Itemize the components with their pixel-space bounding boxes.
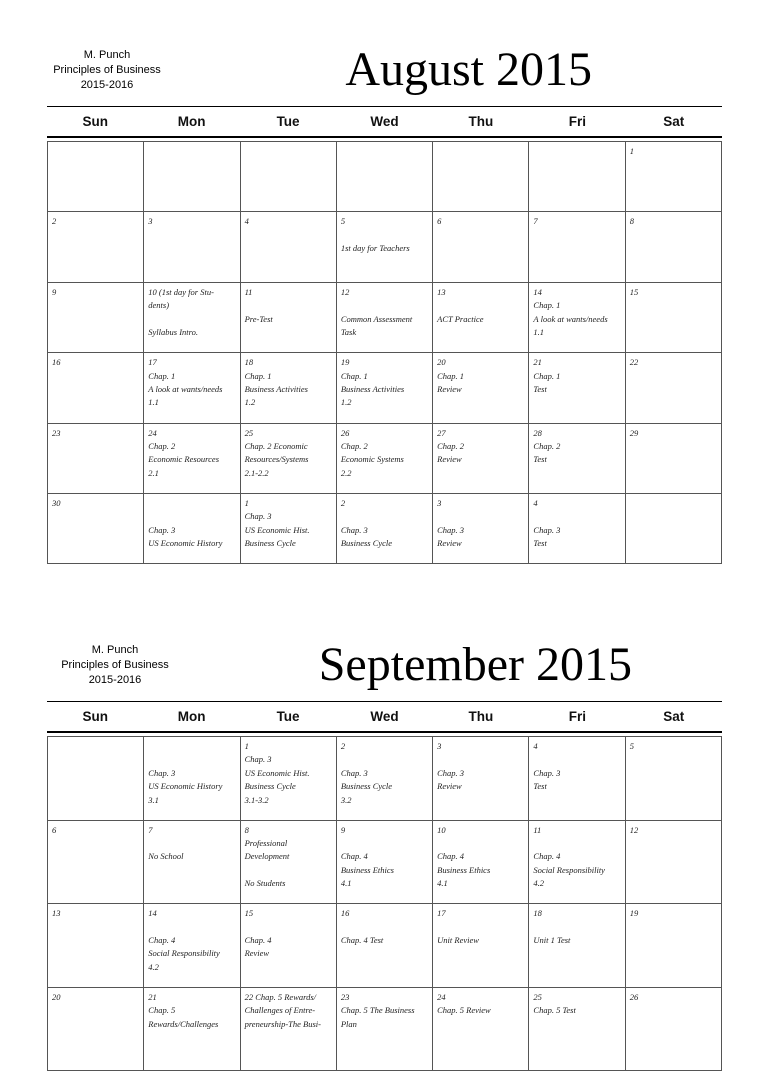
day-entry: Chap. 3 xyxy=(340,524,368,535)
day-cell xyxy=(529,142,625,212)
weekday-header xyxy=(47,702,722,731)
day-cell xyxy=(144,424,240,494)
day-entry xyxy=(437,753,524,766)
day-number: 1 xyxy=(629,146,634,156)
day-entry: Rewards/Challenges xyxy=(148,1018,219,1029)
day-number: 17 xyxy=(148,357,157,368)
day-cell xyxy=(626,424,722,494)
day-entry: 2.2 xyxy=(340,467,352,478)
day-cell xyxy=(337,424,433,494)
day-entry: Chap. 3 xyxy=(148,524,176,535)
weekday-label: Sat xyxy=(663,114,685,129)
day-entry: Business Cycle xyxy=(340,781,393,792)
day-entry xyxy=(437,837,524,850)
day-cell xyxy=(241,737,337,821)
day-cell xyxy=(241,212,337,282)
day-cell xyxy=(529,904,625,988)
day-entry: 3.1 xyxy=(148,794,159,805)
day-number: 11 xyxy=(533,824,542,835)
day-entry: Challenges of Entre- xyxy=(244,1005,316,1016)
day-cell xyxy=(626,988,722,1071)
day-entry xyxy=(148,921,235,934)
day-entry: Review xyxy=(437,538,462,549)
weekday-label: Sun xyxy=(82,709,108,724)
day-cell xyxy=(337,988,433,1071)
day-number: 21 xyxy=(148,991,157,1002)
weekday-label: Sun xyxy=(82,114,108,129)
day-cell xyxy=(144,737,240,821)
teacher-info xyxy=(50,643,180,688)
day-cell xyxy=(144,821,240,905)
day-cell xyxy=(144,988,240,1071)
day-number: 26 xyxy=(629,991,639,1002)
day-number: 9 xyxy=(340,824,346,835)
day-number: 18 xyxy=(533,908,542,919)
day-number: 6 xyxy=(52,824,57,835)
day-number: 4 xyxy=(533,497,538,508)
day-entry: Chap. 3 xyxy=(244,511,272,522)
day-cell xyxy=(337,283,433,353)
weekday-header xyxy=(47,107,722,136)
day-cell xyxy=(48,283,144,353)
day-number: 19 xyxy=(629,908,639,919)
day-entry xyxy=(245,921,332,934)
day-cell xyxy=(48,353,144,423)
weekday-label: Wed xyxy=(370,709,399,724)
day-cell xyxy=(241,283,337,353)
day-entry xyxy=(533,921,620,934)
day-number: 22 xyxy=(629,357,639,368)
day-cell xyxy=(337,142,433,212)
weekday-label: Thu xyxy=(468,114,494,129)
day-cell xyxy=(48,988,144,1071)
day-entry: Review xyxy=(244,948,270,959)
day-entry: Chap. 3 xyxy=(148,767,176,778)
day-number: 19 xyxy=(340,357,350,368)
day-cell xyxy=(144,212,240,282)
day-cell xyxy=(48,424,144,494)
day-entry: Chap. 2 xyxy=(340,440,368,451)
weekday-label: Fri xyxy=(568,709,586,724)
course-name: Principles of Business xyxy=(53,64,161,76)
day-number: 25 xyxy=(244,427,254,438)
day-entry: Chap. 3 xyxy=(437,524,465,535)
day-entry: Resources/Systems xyxy=(244,454,309,465)
day-cell xyxy=(626,283,722,353)
day-number: 4 xyxy=(244,216,249,227)
day-number: 15 xyxy=(629,286,639,297)
day-entry: preneurship-The Busi- xyxy=(244,1018,321,1029)
day-entry xyxy=(437,921,524,934)
day-entry: dents) xyxy=(148,300,170,311)
weekday-rule xyxy=(47,136,722,138)
day-entry: 2.1-2.2 xyxy=(244,467,269,478)
day-cell xyxy=(529,821,625,905)
day-cell xyxy=(48,494,144,564)
day-cell xyxy=(241,424,337,494)
day-entry: A look at wants/needs xyxy=(148,383,223,394)
day-cell xyxy=(337,353,433,423)
weekday-rule xyxy=(47,731,722,733)
day-cell xyxy=(48,212,144,282)
day-entry: US Economic History xyxy=(148,538,223,549)
day-entry: Chap. 1 xyxy=(148,370,176,381)
day-cell xyxy=(337,904,433,988)
day-cell xyxy=(433,283,529,353)
day-number: 29 xyxy=(629,427,639,438)
day-cell xyxy=(144,142,240,212)
day-number: 10 xyxy=(437,824,446,835)
day-entry: Economic Resources xyxy=(148,454,220,465)
day-cell xyxy=(337,737,433,821)
day-number: 13 xyxy=(52,908,61,919)
day-entry: 4.1 xyxy=(437,878,448,889)
day-entry: No School xyxy=(148,851,184,862)
day-cell xyxy=(337,821,433,905)
day-entry: Chap. 4 xyxy=(244,934,272,945)
day-number: 16 xyxy=(340,908,350,919)
day-entry: Unit Review xyxy=(437,934,479,945)
day-entry: Test xyxy=(533,383,547,394)
day-entry: Task xyxy=(340,326,357,337)
day-entry: Review xyxy=(437,383,462,394)
month-title: August 2015 xyxy=(345,43,592,96)
day-cell xyxy=(433,494,529,564)
day-entry: No Students xyxy=(244,878,286,889)
day-entry xyxy=(533,837,620,850)
day-number: 16 xyxy=(52,357,61,368)
day-number: 5 xyxy=(340,216,346,227)
day-entry: Syllabus Intro. xyxy=(148,326,199,337)
day-entry xyxy=(437,299,524,312)
day-entry: 4.2 xyxy=(148,961,159,972)
day-cell xyxy=(241,821,337,905)
day-number: 2 xyxy=(340,741,346,751)
day-grid xyxy=(47,141,722,564)
day-number: 23 xyxy=(52,427,61,438)
day-cell xyxy=(529,988,625,1071)
day-number: 30 xyxy=(52,497,61,508)
day-cell xyxy=(626,737,722,821)
day-entry: Business Cycle xyxy=(340,538,393,549)
day-entry: Chap. 4 xyxy=(437,851,465,862)
day-entry: Chap. 3 xyxy=(244,754,272,765)
day-number: 3 xyxy=(437,741,442,751)
day-cell xyxy=(433,988,529,1071)
month-title: September 2015 xyxy=(318,638,632,691)
day-number: 6 xyxy=(437,216,442,227)
day-entry: US Economic Hist. xyxy=(244,524,310,535)
weekday-label: Fri xyxy=(568,114,586,129)
calendar-header xyxy=(47,40,722,106)
day-cell xyxy=(433,737,529,821)
day-cell xyxy=(529,212,625,282)
day-entry: US Economic History xyxy=(148,781,223,792)
day-number: 28 xyxy=(533,427,542,438)
day-entry xyxy=(148,837,235,850)
day-entry: 2.1 xyxy=(148,467,159,478)
day-entry: Chap. 1 xyxy=(244,370,272,381)
day-number: 3 xyxy=(148,216,153,227)
day-cell xyxy=(529,353,625,423)
day-entry: Chap. 5 Review xyxy=(437,1005,491,1016)
day-number: 22 Chap. 5 Rewards/ xyxy=(244,991,317,1002)
day-entry: 1.1 xyxy=(533,327,545,337)
day-cell xyxy=(626,821,722,905)
day-entry xyxy=(437,510,524,523)
day-cell xyxy=(626,353,722,423)
day-entry: Business Cycle xyxy=(244,781,296,792)
day-entry xyxy=(245,864,332,877)
weekday-label: Sat xyxy=(663,709,685,724)
day-entry: Chap. 4 xyxy=(533,851,561,862)
day-number: 20 xyxy=(437,357,446,368)
day-number: 10 (1st day for Stu- xyxy=(148,286,214,297)
day-cell xyxy=(48,142,144,212)
day-entry: Pre-Test xyxy=(244,313,273,324)
day-number: 17 xyxy=(437,908,446,919)
day-entry: 3.2 xyxy=(340,794,352,805)
day-cell xyxy=(144,904,240,988)
day-number: 14 xyxy=(533,286,542,297)
day-entry xyxy=(341,753,428,766)
day-cell xyxy=(529,737,625,821)
day-entry: US Economic Hist. xyxy=(244,767,310,778)
day-entry: Chap. 1 xyxy=(437,370,465,381)
day-entry: Social Responsibility xyxy=(148,948,220,959)
day-entry xyxy=(341,921,428,934)
day-number: 8 xyxy=(244,824,249,835)
day-entry: Chap. 1 xyxy=(533,370,561,381)
day-number: 7 xyxy=(148,824,153,835)
day-cell xyxy=(433,212,529,282)
day-number: 7 xyxy=(533,216,538,227)
day-entry: Chap. 3 xyxy=(533,767,561,778)
weekday-label: Wed xyxy=(370,114,399,129)
day-cell xyxy=(241,904,337,988)
day-number: 12 xyxy=(340,286,350,297)
day-entry: ACT Practice xyxy=(437,313,484,324)
day-entry: Plan xyxy=(340,1018,357,1029)
day-cell xyxy=(241,142,337,212)
day-entry xyxy=(341,510,428,523)
day-number: 2 xyxy=(340,497,346,508)
day-entry: Business Ethics xyxy=(340,864,394,875)
day-cell xyxy=(241,353,337,423)
day-number: 23 xyxy=(340,991,350,1002)
day-number: 21 xyxy=(533,357,542,368)
day-entry: 4.2 xyxy=(533,878,545,889)
day-cell xyxy=(241,988,337,1071)
school-year: 2015-2016 xyxy=(88,674,142,686)
day-entry: 3.1-3.2 xyxy=(244,794,269,805)
day-entry: Chap. 5 xyxy=(148,1005,176,1016)
day-entry xyxy=(148,753,235,766)
course-name: Principles of Business xyxy=(61,659,169,671)
day-number: 24 xyxy=(437,991,446,1002)
day-cell xyxy=(433,353,529,423)
teacher-name: M. Punch xyxy=(91,644,139,656)
day-entry xyxy=(533,753,620,766)
weekday-label: Tue xyxy=(276,114,300,129)
day-number: 24 xyxy=(148,427,157,438)
day-entry: Professional xyxy=(244,838,288,848)
day-entry: A look at wants/needs xyxy=(533,313,608,324)
day-entry: Chap. 1 xyxy=(533,300,561,311)
day-entry: 4.1 xyxy=(340,878,352,889)
day-number: 12 xyxy=(629,824,639,835)
day-entry: Business Cycle xyxy=(244,538,296,549)
day-number: 27 xyxy=(437,427,446,438)
day-entry: Chap. 2 xyxy=(437,440,465,451)
day-cell xyxy=(241,494,337,564)
day-entry xyxy=(245,299,332,312)
day-number: 20 xyxy=(52,991,61,1002)
day-number: 14 xyxy=(148,908,157,919)
day-entry: Review xyxy=(437,781,462,792)
day-number: 18 xyxy=(244,357,254,368)
day-entry xyxy=(148,510,235,523)
day-cell xyxy=(626,494,722,564)
day-number: 1 xyxy=(244,741,249,751)
day-number: 15 xyxy=(244,908,254,919)
september-calendar xyxy=(47,635,722,1071)
day-entry: Business Activities xyxy=(340,383,405,394)
day-entry: Common Assessment xyxy=(340,313,413,324)
day-entry: Chap. 3 xyxy=(340,767,368,778)
day-entry: Business Activities xyxy=(244,383,308,394)
day-entry xyxy=(341,229,428,242)
weekday-label: Thu xyxy=(468,709,494,724)
day-entry: Business Ethics xyxy=(437,864,491,875)
day-cell xyxy=(337,494,433,564)
day-cell xyxy=(337,212,433,282)
day-entry: 1st day for Teachers xyxy=(340,243,410,254)
day-number xyxy=(148,740,235,753)
day-number: 8 xyxy=(629,216,634,227)
weekday-label: Tue xyxy=(276,709,300,724)
day-cell xyxy=(144,494,240,564)
day-number: 5 xyxy=(629,741,634,751)
day-entry xyxy=(341,837,428,850)
day-entry: Review xyxy=(437,454,462,465)
day-entry: Development xyxy=(244,851,290,862)
day-entry: Social Responsibility xyxy=(533,864,605,875)
day-cell xyxy=(626,142,722,212)
day-entry xyxy=(341,299,428,312)
august-calendar xyxy=(47,40,722,564)
day-cell xyxy=(433,821,529,905)
day-entry xyxy=(148,313,235,326)
day-entry: Test xyxy=(533,538,547,549)
day-entry: Chap. 5 Test xyxy=(533,1005,576,1016)
day-entry: Chap. 4 xyxy=(148,934,176,945)
day-entry: Economic Systems xyxy=(340,454,404,465)
day-entry: 1.1 xyxy=(148,397,159,408)
day-cell xyxy=(48,821,144,905)
day-number: 1 xyxy=(244,497,249,508)
day-number: 11 xyxy=(244,286,253,297)
day-entry: 1.2 xyxy=(244,397,256,408)
day-cell xyxy=(626,904,722,988)
day-cell xyxy=(529,283,625,353)
day-cell xyxy=(433,424,529,494)
day-cell xyxy=(433,904,529,988)
day-cell xyxy=(48,737,144,821)
day-entry: Test xyxy=(533,454,547,465)
day-entry: Chap. 5 The Business xyxy=(340,1005,415,1016)
day-entry xyxy=(533,510,620,523)
day-cell xyxy=(144,353,240,423)
weekday-label: Mon xyxy=(177,114,206,129)
weekday-label: Mon xyxy=(177,709,206,724)
school-year: 2015-2016 xyxy=(80,79,134,91)
day-entry: Chap. 1 xyxy=(340,370,368,381)
day-cell xyxy=(529,424,625,494)
day-entry: Test xyxy=(533,781,547,792)
day-cell xyxy=(433,142,529,212)
day-entry: Chap. 3 xyxy=(437,767,465,778)
day-entry: Chap. 2 xyxy=(148,440,176,451)
day-entry: Chap. 3 xyxy=(533,524,561,535)
day-cell xyxy=(529,494,625,564)
day-entry: Unit 1 Test xyxy=(533,934,571,945)
day-entry: Chap. 2 xyxy=(533,440,561,451)
day-grid xyxy=(47,736,722,1071)
day-cell xyxy=(144,283,240,353)
day-number: 26 xyxy=(340,427,350,438)
day-entry: 1.2 xyxy=(340,397,352,408)
day-entry: Chap. 4 xyxy=(340,851,368,862)
day-number: 25 xyxy=(533,991,542,1002)
teacher-info xyxy=(47,48,167,93)
day-number: 4 xyxy=(533,741,538,751)
day-entry: Chap. 2 Economic xyxy=(244,440,308,451)
calendar-header xyxy=(47,635,722,701)
day-cell xyxy=(626,212,722,282)
day-number: 2 xyxy=(52,216,57,227)
teacher-name: M. Punch xyxy=(83,49,131,61)
day-number: 9 xyxy=(52,286,57,297)
day-entry: Chap. 4 Test xyxy=(340,934,384,945)
day-number: 13 xyxy=(437,286,446,297)
day-number xyxy=(148,497,235,510)
day-number: 3 xyxy=(437,497,442,508)
day-cell xyxy=(48,904,144,988)
